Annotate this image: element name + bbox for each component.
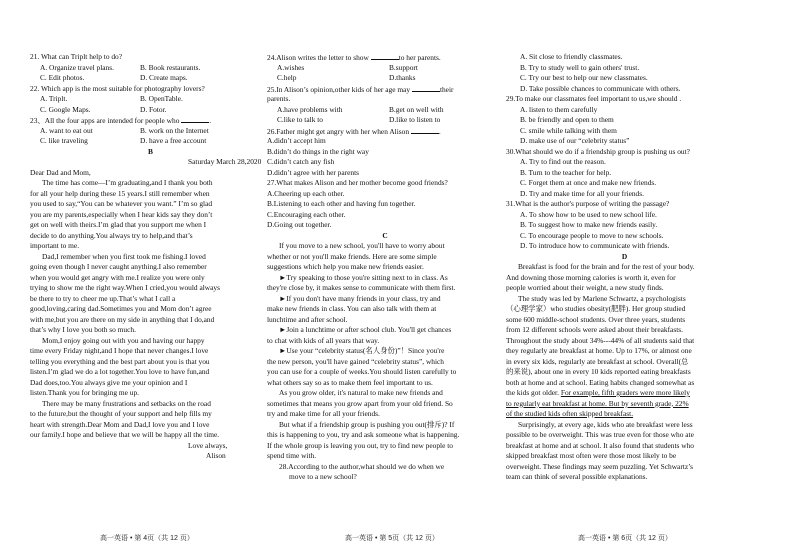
passage-d-line: skipped breakfast most often were those most likely to be <box>506 451 677 460</box>
q22-option-a: A. Triplt. <box>40 94 68 103</box>
section-c-heading: C <box>382 230 388 240</box>
passage-d-line: And downing those morning calories is worth it, even for <box>506 272 676 282</box>
q25-option-b: B.get on well with <box>389 104 444 114</box>
q26-stem-end: . <box>438 126 441 136</box>
q28-option-b: B. Try to study well to gain others' trust. <box>520 62 640 72</box>
q23-stem-text: 23、All the four apps are intended for people who <box>30 116 180 125</box>
passage-d-line: from 12 different schools were asked about their breakfasts. <box>506 325 683 334</box>
question-25-stem <box>267 84 503 95</box>
q24-option-b: B.support <box>389 62 418 72</box>
page-footer-5: 高一英语 • 第 5页（共 12 页） <box>345 535 439 542</box>
passage-c-line: As you grow older, it's natural to make new friends and <box>279 388 443 397</box>
letter-line: with me,but you are there on my side in anything that I do,and <box>30 314 215 324</box>
question-21-stem: 21. What can Triplt help to do? <box>30 52 123 61</box>
q25-stem-text: 25.In Alison’s opinion,other kids of her age may <box>267 84 411 94</box>
question-22-options-row2 <box>30 105 271 116</box>
passage-c-line: spend time with. <box>267 451 317 460</box>
q26-option-c: C.didn’t catch any fish <box>267 157 335 166</box>
passage-c-line: to chat with kids of all years that way. <box>267 335 380 345</box>
question-26-stem <box>267 126 503 137</box>
q21-option-a: A. Organize travel plans. <box>40 62 114 72</box>
passage-c-line: this is happening to you, try and ask someone what is happening. <box>267 430 460 439</box>
letter-line: our family.I hope and believe that we will be happy all the time. <box>30 430 220 439</box>
column-right <box>506 52 743 483</box>
passage-c-line: ►Use your “celebrity status(名人身份)”！Since you're <box>279 346 445 355</box>
passage-d-line-with-underline <box>506 388 743 399</box>
letter-line: going even though I never caught anything.I also remember <box>30 262 207 271</box>
q22-option-c: C. Google Maps. <box>40 104 91 114</box>
q29-option-d: D. make use of our “celebrity status” <box>520 136 630 145</box>
q26-stem-text: 26.Father might get angry with her when Alison <box>267 126 410 136</box>
q25-option-d: D.like to listen to <box>389 115 441 124</box>
letter-line: listen.Thank you for bringing me up. <box>30 388 139 397</box>
letter-line: get on well with theirs.I’m glad that you support me when I <box>30 220 207 229</box>
passage-c-line: suggestions which help you make new friends easier. <box>267 262 424 271</box>
q28-option-a: A. Sit close to friendly classmates. <box>520 52 623 61</box>
question-25-stem-cont: parents. <box>267 94 291 103</box>
letter-line: heart with strength.Dear Mom and Dad,I love you and I love <box>30 419 210 429</box>
q26-option-a: A.didn’t accept him <box>267 136 326 145</box>
letter-line: decide to do anything.You always try to help,and that’s <box>30 230 193 240</box>
passage-c-line: lunchtime and after school. <box>267 314 348 324</box>
question-25-options-row2 <box>267 115 503 126</box>
q26-option-d: D.didn’t agree with her parents <box>267 167 360 177</box>
section-d-heading: D <box>621 251 628 261</box>
q29-option-b: B. be friendly and open to them <box>520 115 614 124</box>
letter-date: Saturday March 28,2020 <box>188 157 262 166</box>
page-footer-6: 高一英语 • 第 6页（共 12 页） <box>578 535 672 542</box>
question-23-options-row1 <box>30 126 271 137</box>
passage-d-line: breakfast at home and at school. It also found that students who <box>506 440 695 450</box>
question-27-stem: 27.What makes Alison and her mother become good friends? <box>267 178 448 187</box>
q27-option-b: B.Listening to each other and having fun together. <box>267 199 416 208</box>
passage-c-line: they're close by, it makes sense to communicate with them first. <box>267 283 456 292</box>
question-24-options-row1 <box>267 63 503 74</box>
q31-option-b: B. To suggest how to make new friends easily. <box>520 220 658 229</box>
underlined-sentence: For example, fifth graders were more likely <box>560 388 690 397</box>
passage-d-line: team can think of several possible explanations. <box>506 472 648 481</box>
passage-c-line: you can use for a couple of weeks.You should listen carefully to <box>267 367 457 376</box>
q31-option-a: A. To show how to be used to new school life. <box>520 209 657 219</box>
question-28-stem: 28.According to the author,what should we do when we <box>279 461 445 471</box>
q26-option-b: B.didn’t do things in the right way <box>267 146 369 156</box>
q25-option-c: C.like to talk to <box>277 115 323 124</box>
letter-line: There may be many frustrations and setbacks on the road <box>42 398 211 408</box>
question-31-stem: 31.What is the author's purpose of writing the passage? <box>506 199 670 208</box>
q24-option-d: D.thanks <box>389 73 416 82</box>
passage-c-line: whether or not you'll make friends. Here are some simple <box>267 251 437 261</box>
passage-d-text: the kids got older. <box>506 388 559 397</box>
column-middle <box>267 52 503 483</box>
page-footer-4: 高一英语 • 第 4页（共 12 页） <box>100 535 194 542</box>
q29-option-c: C. smile while talking with them <box>520 125 617 135</box>
answer-blank <box>411 126 439 134</box>
passage-c-line: try and make time for all your friends. <box>267 409 380 418</box>
q24-option-a: A.wishes <box>277 62 305 72</box>
letter-line: that’s why I love you both so much. <box>30 325 136 334</box>
q24-stem-end: to her parents. <box>398 53 441 62</box>
q30-option-a: A. Try to find out the reason. <box>520 157 606 166</box>
letter-closing: Love always, <box>188 440 228 450</box>
question-30-stem: 30.What should we do if a friendship group is pushing us out? <box>506 146 690 156</box>
passage-d-line: The study was led by Marlene Schwartz, a psychologists <box>518 293 686 303</box>
passage-c-line: ►Join a lunchtime or after school club. You'll get chances <box>279 325 452 334</box>
question-22-stem: 22. Which app is the most suitable for photography lovers? <box>30 83 205 93</box>
q27-option-c: C.Encouraging each other. <box>267 209 346 219</box>
question-22-options-row1 <box>30 94 271 105</box>
passage-d-line: possible to be overweight. This was true even for those who ate <box>506 430 694 439</box>
letter-line: for all your help during these 15 years.I still remember when <box>30 188 210 198</box>
passage-d-line: （心理学家）who studies obesity(肥胖). Her group studied <box>506 304 686 313</box>
q27-option-d: D.Going out together. <box>267 220 332 229</box>
passage-c-line: If you move to a new school, you'll have to worry about <box>279 241 445 250</box>
q21-option-d: D. Create maps. <box>140 73 188 82</box>
passage-d-line: 的来说), about one in every 10 kids reported eating breakfasts <box>506 367 691 376</box>
q23-option-d: D. have a free account <box>140 136 207 145</box>
q24-option-c: C.help <box>277 73 297 82</box>
q27-option-a: A.Cheering up each other. <box>267 188 345 198</box>
passage-c-line: the new person, you'll have gained “celebrity status”, which <box>267 356 445 366</box>
letter-signature: Alison <box>206 451 226 460</box>
answer-blank <box>412 84 440 92</box>
letter-line: The time has come—I’m graduating,and I thank you both <box>42 178 213 187</box>
letter-line: be there to try to cheer me up.That’s what I call a <box>30 293 176 303</box>
q28-option-d: D. Take possible chances to communicate with others. <box>520 83 681 93</box>
question-24-stem <box>267 52 503 63</box>
q22-option-b: B. OpenTable. <box>140 94 183 103</box>
q23-stem-end: . <box>209 116 212 125</box>
passage-c-line: If the whole group is leaving you out, try to find new people to <box>267 440 453 450</box>
q24-stem-text: 24.Alison writes the letter to show <box>267 53 369 62</box>
letter-line: to the future,but the thought of your support and help fills my <box>30 409 212 418</box>
q25-option-a: A.have problems with <box>277 104 343 114</box>
q22-option-d: D. Fotor. <box>140 104 167 114</box>
q25-stem-end: their <box>439 84 454 94</box>
q30-option-d: D. Try and make time for all your friends. <box>520 188 644 198</box>
letter-line: Mom,I enjoy going out with you and having our happy <box>42 335 205 345</box>
passage-d-line: Throughout the study about 34%---44% of all students said that <box>506 335 695 345</box>
passage-d-line: people worried about their weight, a new study finds. <box>506 283 664 292</box>
passage-d-line-underlined: of the studied kids often skipped breakfast. <box>506 409 634 418</box>
q21-option-b: B. Book restaurants. <box>140 62 201 72</box>
passage-d-line: overweight. These findings may seem puzzling. Yet Schwartz’s <box>506 461 694 471</box>
q23-option-b: B. work on the Internet <box>140 125 209 135</box>
q31-option-c: C. To encourage people to move to new schools. <box>520 230 664 240</box>
q21-option-c: C. Edit photos. <box>40 73 85 82</box>
q30-option-b: B. Turn to the teacher for help. <box>520 167 612 177</box>
letter-line: Dear Dad and Mom, <box>30 167 91 177</box>
passage-c-line: ►Try speaking to those you're sitting next to in class. As <box>279 272 448 282</box>
passage-c-line: But what if a friendship group is pushing you out(排斥)? If <box>279 419 455 429</box>
passage-d-line: they regularly ate breakfast at home. Up to 17%, or almost one <box>506 346 692 355</box>
q30-option-c: C. Forget them at once and make new friends. <box>520 178 657 187</box>
question-21-options-row1 <box>30 63 271 74</box>
question-25-options-row1 <box>267 105 503 116</box>
column-left <box>30 52 271 462</box>
question-23-options-row2 <box>30 136 271 147</box>
q28-option-c: C. Try our best to help our new classmates. <box>520 73 648 82</box>
letter-line: telling you everything and the best part about you is that you <box>30 356 210 366</box>
letter-line: you used to say,“You can be whatever you want.” I’m so glad <box>30 199 213 208</box>
letter-line: listen.I’m glad we do a lot together.You love to have fun,and <box>30 367 210 376</box>
section-b-heading: B <box>148 146 153 156</box>
letter-line: you are my parents,especially when I hear kids say they don’t <box>30 209 213 219</box>
letter-line: trying to show me the right way.When I cried,you would always <box>30 283 220 292</box>
q23-option-a: A. want to eat out <box>40 125 93 135</box>
passage-c-line: make new friends in class. You can also talk with them at <box>267 304 437 313</box>
answer-blank <box>371 52 399 60</box>
passage-d-line-underlined: to regularly eat breakfast at home. But by seventh grade, 22% <box>506 398 689 408</box>
letter-line: Dad does,too.You always give me your opinion and I <box>30 377 188 387</box>
letter-line: Dad,I remember when you first took me fishing.I loved <box>42 251 206 261</box>
letter-line: good,loving,caring dad.Sometimes you and Mom don’t agree <box>30 304 212 313</box>
answer-blank <box>181 115 212 125</box>
question-21-options-row2 <box>30 73 271 84</box>
letter-line: when you would get angry with me.I realize you were only <box>30 272 205 282</box>
letter-line: time every Friday night,and I hope that never changes.I love <box>30 346 209 355</box>
q23-option-c: C. like traveling <box>40 136 88 145</box>
question-24-options-row2 <box>267 73 503 84</box>
question-28-stem-cont: move to a new school? <box>289 472 357 481</box>
q29-option-a: A. listen to them carefully <box>520 104 598 114</box>
passage-c-line: ►If you don't have many friends in your class, try and <box>279 293 441 303</box>
letter-line: important to me. <box>30 241 80 250</box>
passage-d-line: some 600 middle-school students. Over three years, students <box>506 314 686 324</box>
question-29-stem: 29.To make our classmates feel important to us,we should . <box>506 94 682 103</box>
passage-d-line: in every six kids, regularly ate breakfast at school. Overall(总 <box>506 356 689 366</box>
passage-d-line: both at home and at school. Eating habits changed somewhat as <box>506 377 695 387</box>
passage-c-line: sometimes that means you grow apart from your old friend. So <box>267 398 453 408</box>
passage-d-line: Surprisingly, at every age, kids who ate breakfast were less <box>518 419 693 429</box>
question-23-stem <box>30 115 271 126</box>
q31-option-d: D. To introduce how to communicate with friends. <box>520 241 670 250</box>
passage-c-line: what others say so as to make them feel important to us. <box>267 377 433 387</box>
passage-d-line: Breakfast is food for the brain and for the rest of your body. <box>518 262 695 271</box>
